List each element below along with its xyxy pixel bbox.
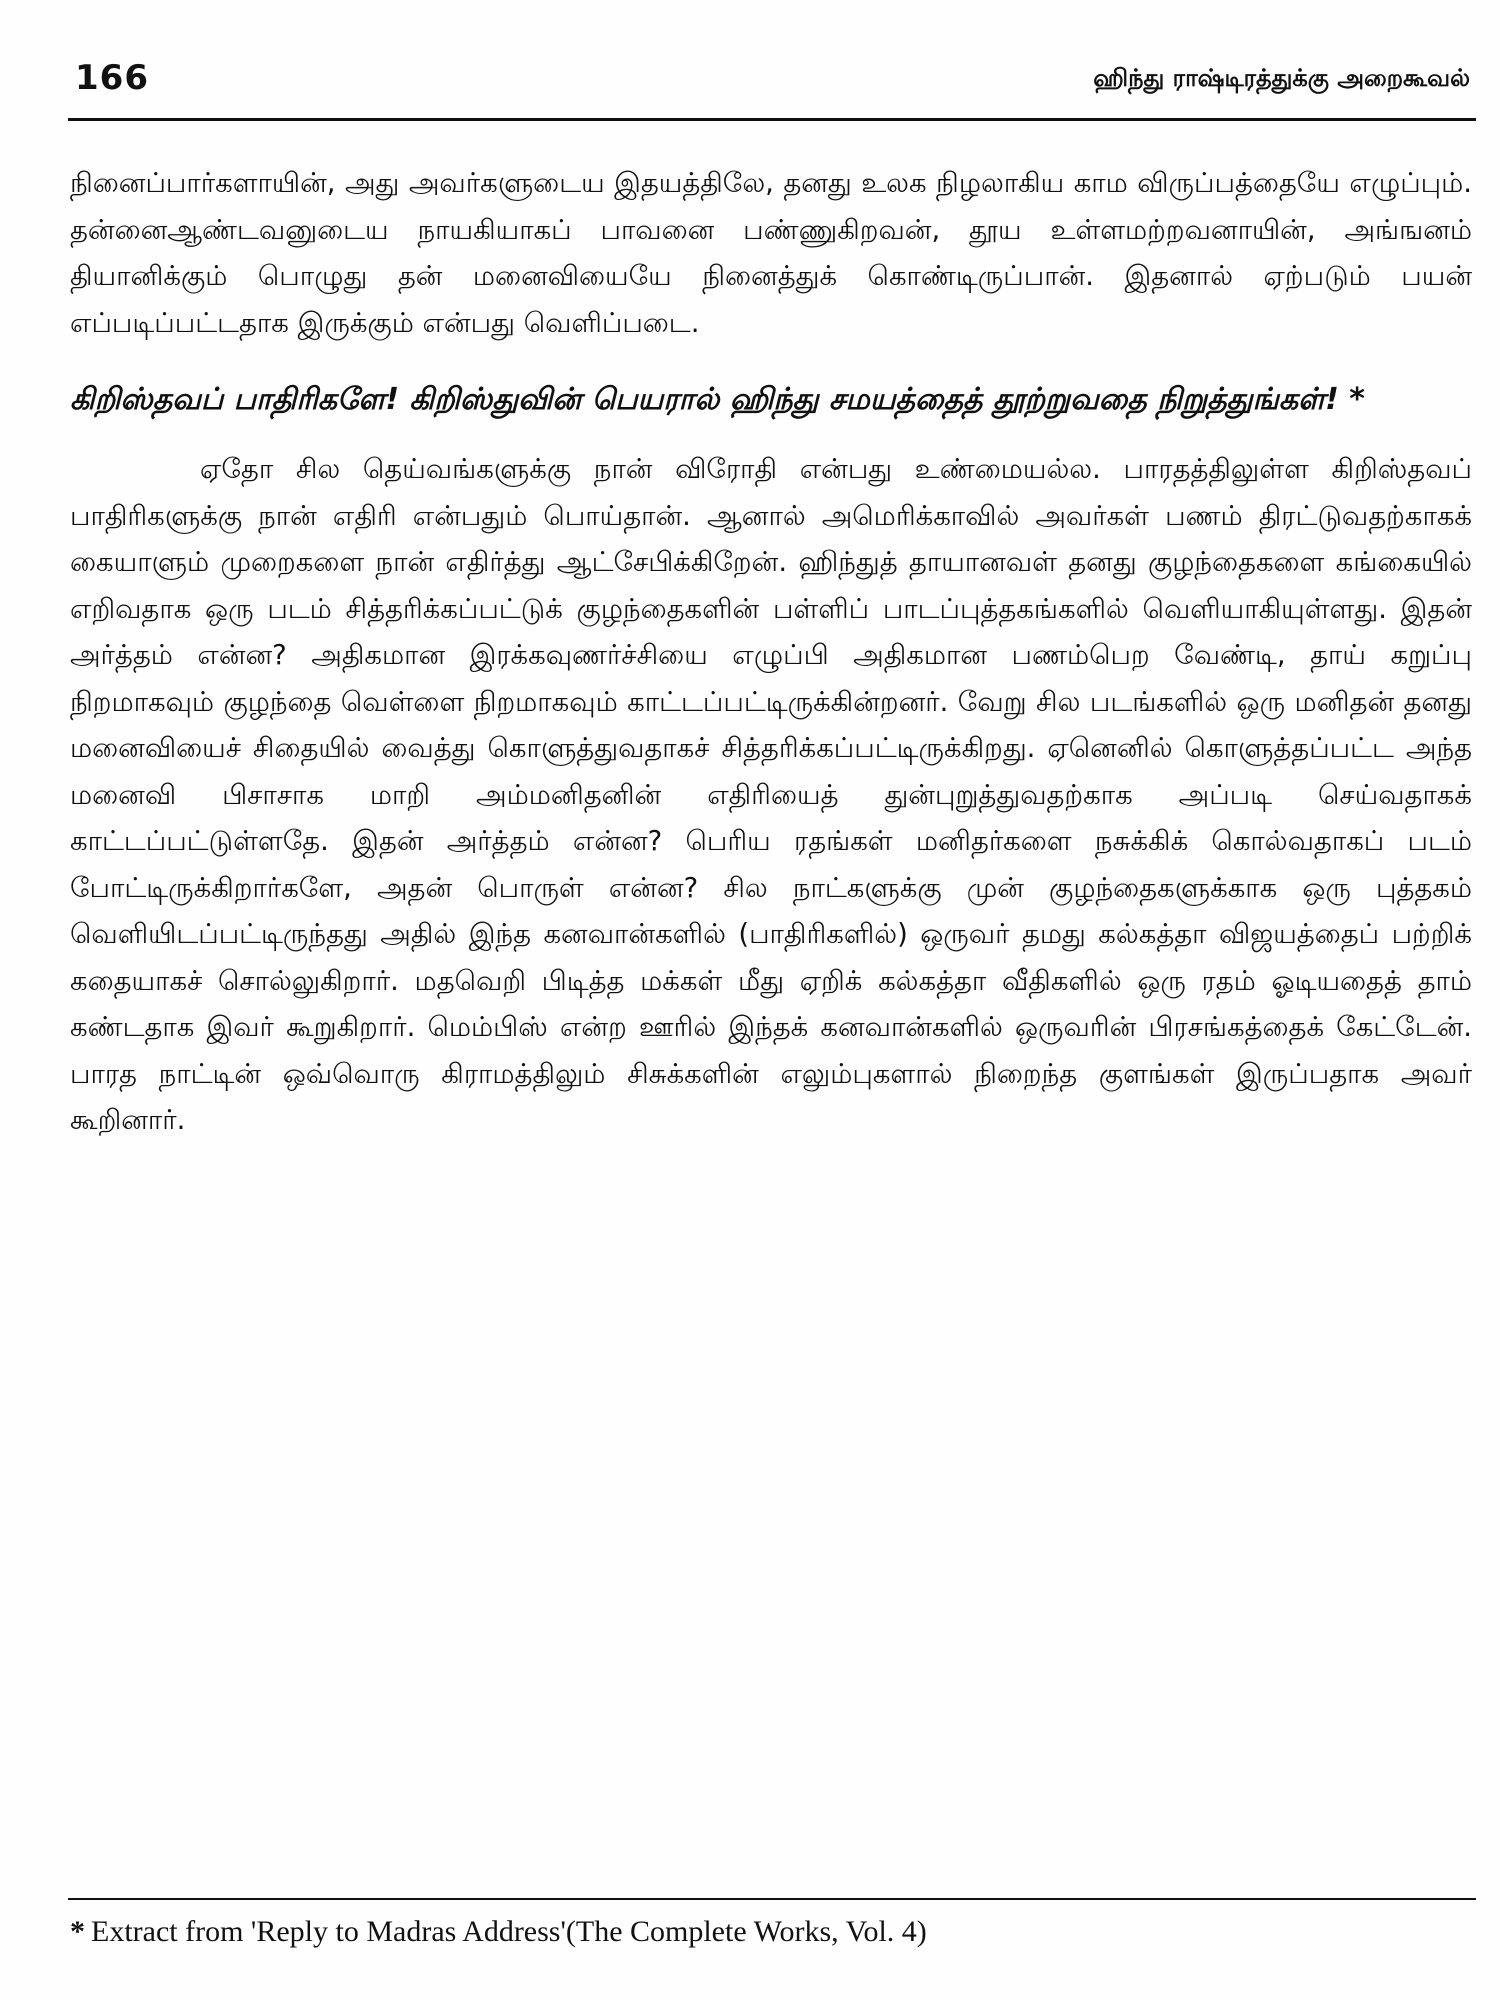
paragraph-main: ஏதோ சில தெய்வங்களுக்கு நான் விரோதி என்பது உண்மையல்ல. பாரதத்திலுள்ள கிறிஸ்தவப் பாதிரிகளுக்கு நான் எதிரி என்பதும் பொய்தான். ஆனால் அமெரிக்காவில் அவர்கள் பணம் திரட்டுவதற்காகக் கையாளும் முறைகளை நான் எதிர்த்து ஆட்சேபிக்கிறேன். ஹிந்துத் தாயானவள் தனது குழந்தைகளை கங்கையில் எறிவதாக ஒரு படம் சித்தரிக்கப்பட்டுக் குழந்தைகளின் பள்ளிப் பாடப்புத்தகங்களில் வெளியாகியுள்ளது. இதன் அர்த்தம் என்ன? அதிகமான இரக்கவுணர்ச்சியை எழுப்பி அதிகமான பணம்பெற வேண்டி, தாய் கறுப்பு நிறமாகவும் குழந்தை வெள்ளை நிறமாகவும் காட்டப்பட்டிருக்கின்றனர். வேறு சில படங்களில் ஒரு மனிதன் தனது மனைவியைச் சிதையில் வைத்து கொளுத்துவதாகச் சித்தரிக்கப்பட்டிருக்கிறது. ஏனெனில் கொளுத்தப்பட்ட அந்த மனைவி பிசாசாக மாறி அம்மனிதனின் எதிரியைத் துன்புறுத்துவதற்காக அப்படி செய்வதாகக் காட்டப்பட்டுள்ளதே. இதன் அர்த்தம் என்ன? பெரிய ரதங்கள் மனிதர்களை நசுக்கிக் கொல்வதாகப் படம் போட்டிருக்கிறார்களே, அதன் பொருள் என்ன? சில நாட்களுக்கு முன் குழந்தைகளுக்காக ஒரு புத்தகம் வெளியிடப்பட்டிருந்தது அதில் இந்த கனவான்களில் (பாதிரிகளில்) ஒருவர் தமது கல்கத்தா விஜயத்தைப் பற்றிக் கதையாகச் சொல்லுகிறார். மதவெறி பிடித்த மக்கள் மீது ஏறிக் கல்கத்தா வீதிகளில் ஒரு ரதம் ஓடியதைத் தாம் கண்டதாக இவர் கூறுகிறார். மெம்பிஸ் என்ற ஊரில் இந்தக் கனவான்களில் ஒருவரின் பிரசங்கத்தைக் கேட்டேன். பாரத நாட்டின் ஒவ்வொரு கிராமத்திலும் சிசுக்களின் எலும்புகளால் நிறைந்த குளங்கள் இருப்பதாக அவர் கூறினார். <box>70 453 1472 1136</box>
footnote-text: Extract from 'Reply to Madras Address'(The Complete Works, Vol. 4) <box>91 1915 927 1948</box>
section-heading: கிறிஸ்தவப் பாதிரிகளே! கிறிஸ்துவின் பெயரால் ஹிந்து சமயத்தைத் தூற்றுவதை நிறுத்துங்கள்! * <box>70 382 1365 417</box>
footnote-mark: * <box>70 1915 85 1948</box>
page-header <box>75 58 1470 114</box>
footnote <box>70 1912 1472 1952</box>
page-number: 166 <box>75 58 149 98</box>
header-rule <box>68 118 1476 121</box>
running-title: ஹிந்து ராஷ்டிரத்துக்கு அறைகூவல் <box>1093 64 1470 92</box>
body-text <box>70 160 1472 1144</box>
footnote-rule <box>68 1898 1476 1900</box>
paragraph-continued: நினைப்பார்களாயின், அது அவர்களுடைய இதயத்திலே, தனது உலக நிழலாகிய காம விருப்பத்தையே எழுப்பும். தன்னைஆண்டவனுடைய நாயகியாகப் பாவனை பண்ணுகிறவன், தூய உள்ளமற்றவனாயின், அங்ஙனம் தியானிக்கும் பொழுது தன் மனைவியையே நினைத்துக் கொண்டிருப்பான். இதனால் ஏற்படும் பயன் எப்படிப்பட்டதாக இருக்கும் என்பது வெளிப்படை. <box>70 167 1472 339</box>
